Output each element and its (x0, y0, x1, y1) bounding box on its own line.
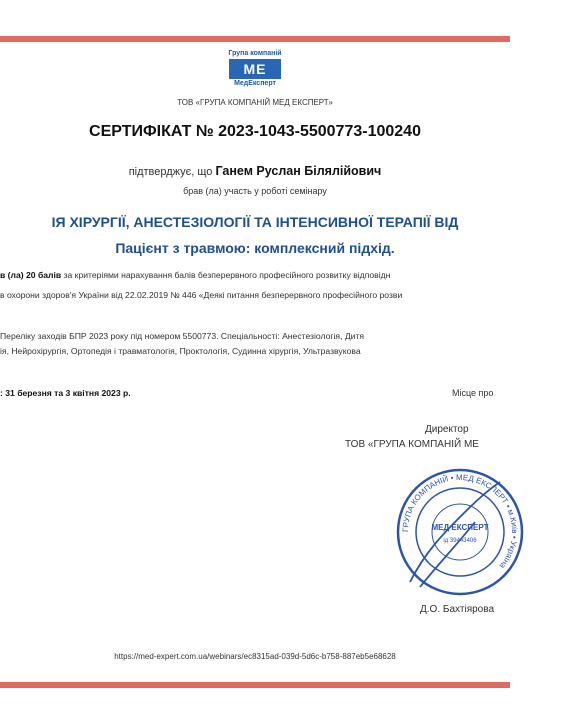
points-rest: за критеріями нарахування балів безперервного професійного розвитку відповідн (63, 270, 391, 280)
top-accent-bar (0, 36, 510, 42)
order-line: в охорони здоров'я України від 22.02.2019 № 446 «Деякі питання безперервного професійного розви (0, 290, 403, 300)
dates-text: : 31 березня та 3 квітня 2023 р. (0, 388, 131, 398)
participation-line: брав (ла) участь у роботі семінару (183, 186, 327, 196)
certificate-title: СЕРТИФІКАТ № 2023-1043-5500773-100240 (89, 123, 421, 140)
seminar-subtitle: Пацієнт з травмою: комплексний підхід. (115, 240, 395, 256)
place-line: Місце про (452, 388, 494, 398)
company-logo (0, 50, 510, 87)
stamp-code-text: ід 39443406 (443, 538, 477, 544)
register-line: Переліку заходів БПР 2023 року під номером 5500773. Спеціальності: Анестезіологія, Дитя (0, 331, 365, 341)
points-line (0, 270, 390, 280)
specialties-line: ія, Нейрохірургія, Ортопедія і травматологія, Проктологія, Судинна хірургія, Ультразвукова (0, 346, 361, 356)
logo-mark: МЕ (229, 59, 281, 79)
company-line: ТОВ «ГРУПА КОМПАНІЙ МЕД ЕКСПЕРТ» (177, 98, 333, 107)
director-title: Директор (425, 424, 469, 435)
logo-brand-text: МедЕксперт (234, 80, 276, 87)
verification-url[interactable]: https://med-expert.com.ua/webinars/ec8315ad-039d-5d6c-b758-887eb5e68628 (114, 652, 396, 661)
seminar-title: ІЯ ХІРУРГІЇ, АНЕСТЕЗІОЛОГІЇ ТА ІНТЕНСИВНОЇ ТЕРАПІЇ ВІД (51, 214, 459, 230)
director-company: ТОВ «ГРУПА КОМПАНІЙ МЕ (345, 439, 479, 450)
signer-name: Д.О. Бахтіярова (420, 604, 494, 615)
stamp-center-text: МЕД ЕКСПЕРТ (431, 523, 489, 532)
official-stamp (390, 462, 530, 602)
bottom-accent-bar (0, 682, 510, 688)
points-bold: в (ла) 20 балів (0, 270, 62, 280)
holder-name: Ганем Руслан Білялійович (215, 164, 382, 178)
dates-line (0, 388, 131, 398)
logo-group-text: Група компаній (228, 50, 282, 57)
stamp-ring-text: ГРУПА КОМПАНІЙ • МЕД ЕКСПЕРТ • м.Київ • Україна (400, 472, 520, 571)
confirms-line (0, 164, 510, 178)
confirms-prefix: підтверджує, що (128, 166, 213, 178)
